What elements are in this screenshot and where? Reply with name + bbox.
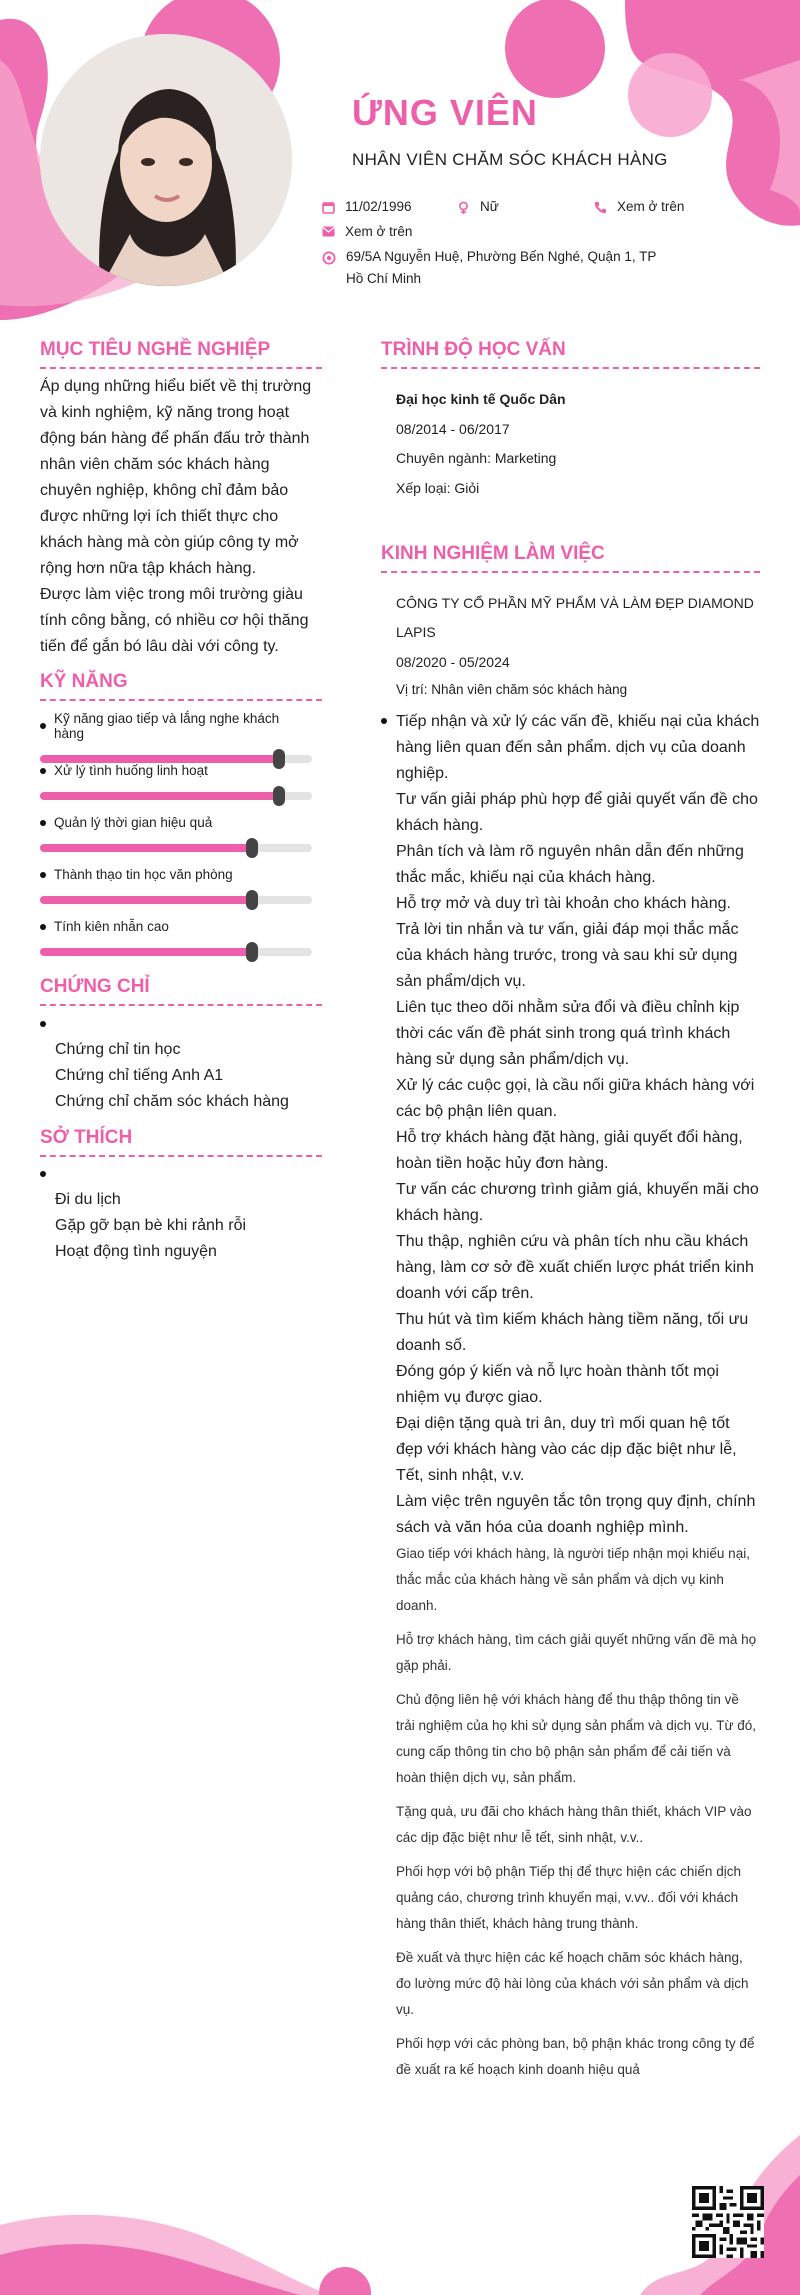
skill-bar-fill [40,896,252,904]
phone-icon [594,201,607,214]
phone-row [594,196,684,218]
gender-row [457,196,499,218]
skill-bar-knob [273,786,285,806]
list-item: Chứng chỉ tin học [55,1041,181,1058]
location-icon [322,251,336,265]
duty-item: Thu hút và tìm kiếm khách hàng tiềm năng, tối ưu doanh số. [396,1311,749,1354]
objective-text [40,374,325,660]
duty-item: Đại diện tặng quà tri ân, duy trì mối quan hệ tốt đẹp với khách hàng vào các dịp đặc biệt như lễ, Tết, sinh nhật, v.v. [396,1415,737,1484]
experience-title: KINH NGHIỆM LÀM VIỆC [381,543,760,573]
extra-item: Phối hợp với các phòng ban, bộ phận khác trong công ty để đề xuất ra kế hoạch kinh doanh hiệu quả [396,2036,755,2077]
duty-item: Hỗ trợ mở và duy trì tài khoản cho khách hàng. [396,895,731,912]
extra-item: Hỗ trợ khách hàng, tìm cách giải quyết những vấn đề mà họ gặp phải. [396,1632,757,1673]
skills-title: KỸ NĂNG [40,671,322,701]
dob-value: 11/02/1996 [345,199,412,214]
list-item: Chứng chỉ tiếng Anh A1 [55,1067,224,1084]
duty-item: Làm việc trên nguyên tắc tôn trọng quy định, chính sách và văn hóa của doanh nghiệp mình. [396,1493,756,1536]
bullet-icon [381,718,387,724]
bullet-icon [40,723,46,729]
certificates-title: CHỨNG CHỈ [40,976,322,1006]
company-name: CÔNG TY CỔ PHẦN MỸ PHẨM VÀ LÀM ĐẸP DIAMOND LAPIS [396,595,754,640]
avatar [40,34,292,286]
extra-item: Đề xuất và thực hiện các kế hoạch chăm sóc khách hàng, đo lường mức độ hài lòng của khách với sản phẩm và dịch vụ. [396,1950,749,2017]
duty-item: Tiếp nhận và xử lý các vấn đề, khiếu nại của khách hàng liên quan đến sản phẩm. dịch vụ của doanh nghiệp. [396,713,760,782]
skill-label: Tính kiên nhẫn cao [54,919,169,934]
skill-bar [40,792,312,800]
gender-value: Nữ [480,199,499,214]
extra-item: Phối hợp với bộ phận Tiếp thị để thực hiện các chiến dịch quảng cáo, chương trình khuyến mại, v.vv.. đối với khách hàng thân thiết, khách hàng trung thành. [396,1864,741,1931]
skill-bar [40,896,312,904]
bullet-icon [40,1021,46,1027]
skill-label: Quản lý thời gian hiệu quả [54,815,213,830]
email-row [322,221,412,243]
bullet-icon [40,924,46,930]
school-name: Đại học kinh tế Quốc Dân [396,391,566,407]
list-item: Đi du lịch [55,1191,121,1208]
bullet-icon [40,1171,46,1177]
skill-item [40,919,312,956]
duty-item: Xử lý các cuộc gọi, là cầu nối giữa khách hàng với các bộ phận liên quan. [396,1077,755,1120]
certificates-list [55,1037,289,1115]
extra-item: Giao tiếp với khách hàng, là người tiếp nhận mọi khiếu nại, thắc mắc của khách hàng về sản phẩm và dịch vụ kinh doanh. [396,1546,750,1613]
experience-position: Vị trí: Nhân viên chăm sóc khách hàng [396,682,628,697]
skill-bar-fill [40,792,279,800]
experience-period: 08/2020 - 05/2024 [396,654,510,670]
education-title: TRÌNH ĐỘ HỌC VẤN [381,339,760,369]
extra-item: Chủ động liên hệ với khách hàng để thu thập thông tin về trải nghiệm của họ khi sử dụng sản phẩm và dịch vụ. Từ đó, cung cấp thông tin cho bộ phận sản phẩm để cải tiến và hoàn thiện dịch vụ, sản phẩm. [396,1692,757,1785]
list-item: Chứng chỉ chăm sóc khách hàng [55,1093,289,1110]
dob-row [322,196,412,218]
phone-value: Xem ở trên [617,199,685,214]
extra-item: Tặng quà, ưu đãi cho khách hàng thân thiết, khách VIP vào các dịp đặc biệt như lễ tết, sinh nhật, v.v.. [396,1804,752,1845]
skill-bar-fill [40,844,252,852]
bullet-icon [40,768,46,774]
hobbies-title: SỞ THÍCH [40,1127,322,1157]
skill-item [40,763,312,800]
skill-label: Kỹ năng giao tiếp và lắng nghe khách hàng [54,711,280,741]
objective-paragraph-1: Áp dụng những hiểu biết về thị trường và kinh nghiệm, kỹ năng trong hoạt động bán hàng để phấn đấu trở thành nhân viên chăm sóc khách hàng chuyên nghiệp, không chỉ đảm bảo được những lợi ích thiết thực cho khách hàng mà còn giúp công ty mở rộng hơn nữa tập khách hàng. [40,378,312,577]
duty-item: Tư vấn giải pháp phù hợp để giải quyết vấn đề cho khách hàng. [396,791,758,834]
skill-item [40,815,312,852]
job-title: NHÂN VIÊN CHĂM SÓC KHÁCH HÀNG [352,150,668,169]
list-item: Gặp gỡ bạn bè khi rảnh rỗi [55,1217,247,1234]
experience-extra [396,1541,760,2091]
skill-bar-knob [246,838,258,858]
list-item: Hoạt động tình nguyện [55,1243,217,1260]
objective-paragraph-2: Được làm việc trong môi trường giàu tính công bằng, có nhiều cơ hội thăng tiến để gắn bó lâu dài với công ty. [40,586,309,655]
skill-bar-fill [40,755,279,763]
skill-item [40,711,312,763]
mail-icon [322,226,335,237]
duty-item: Đóng góp ý kiến và nỗ lực hoàn thành tốt mọi nhiệm vụ được giao. [396,1363,719,1406]
objective-title: MỤC TIÊU NGHỀ NGHIỆP [40,339,322,369]
hobbies-list [55,1187,246,1265]
qr-code-icon [692,2186,764,2258]
skill-label: Xử lý tình huống linh hoạt [54,763,208,778]
duty-item: Phân tích và làm rõ nguyên nhân dẫn đến những thắc mắc, khiếu nại của khách hàng. [396,843,744,886]
gender-icon [457,201,470,215]
education-period: 08/2014 - 06/2017 [396,421,510,437]
duty-item: Liên tục theo dõi nhằm sửa đổi và điều chỉnh kịp thời các vấn đề phát sinh trong quá trình khách hàng sử dụng sản phẩm/dịch vụ. [396,999,740,1068]
duty-item: Thu thập, nghiên cứu và phân tích nhu cầu khách hàng, làm cơ sở đề xuất chiến lược phát triển kinh doanh với cấp trên. [396,1233,754,1302]
bullet-icon [40,872,46,878]
email-value: Xem ở trên [345,224,413,239]
skill-label: Thành thạo tin học văn phòng [54,867,233,882]
candidate-name: ỨNG VIÊN [352,92,538,133]
duty-item: Trả lời tin nhắn và tư vấn, giải đáp mọi thắc mắc của khách hàng trước, trong và sau khi sử dụng sản phẩm/dịch vụ. [396,921,739,990]
address-value: 69/5A Nguyễn Huệ, Phường Bến Nghé, Quận 1, TP Hồ Chí Minh [346,249,657,286]
skill-bar [40,755,312,763]
education-rank: Xếp loại: Giỏi [396,480,480,496]
skill-bar-knob [246,890,258,910]
bullet-icon [40,820,46,826]
duty-item: Tư vấn các chương trình giảm giá, khuyến mãi cho khách hàng. [396,1181,759,1224]
skill-bar [40,948,312,956]
skill-bar [40,844,312,852]
calendar-icon [322,201,335,214]
address-row [322,246,672,290]
education-major: Chuyên ngành: Marketing [396,450,557,466]
skill-bar-knob [246,942,258,962]
duty-item: Hỗ trợ khách hàng đặt hàng, giải quyết đổi hàng, hoàn tiền hoặc hủy đơn hàng. [396,1129,743,1172]
skill-item [40,867,312,904]
experience-duties [396,709,760,1541]
skill-bar-fill [40,948,252,956]
